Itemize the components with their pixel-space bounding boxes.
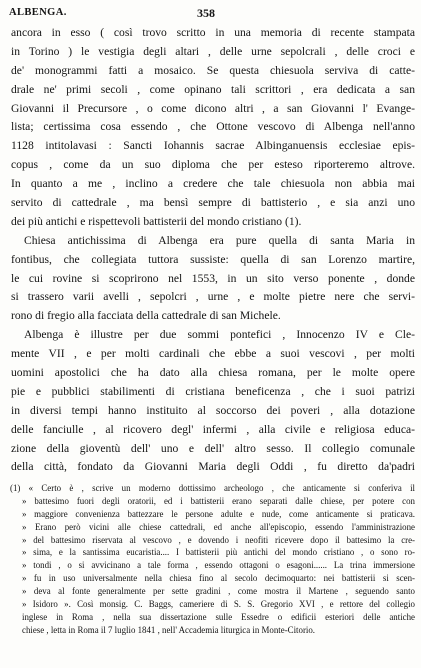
- footnote-line: » maggiore convenienza battezzare le persone adulte e nude, come anticamente si praticava.: [22, 508, 415, 519]
- text-line: rono di fregio alla facciata della cattedrale di san Michele.: [11, 309, 281, 323]
- text-line: ancora in esso ( così trovo scritto in una memoria di recente stampata: [11, 26, 415, 39]
- text-line: in diversi tempi hanno instituito al soccorso dei poveri , alla dotazione: [11, 403, 415, 417]
- text-line: In quanto a me , inclino a credere che tale chiesuola non abbia mai: [11, 177, 415, 191]
- text-line: le cui rovine si scoprirono nel 1553, in un sito verso ponente , donde: [11, 271, 415, 285]
- text-line: servito di cattedrale , ma bensì sempre di battisterio , e sia anzi uno: [11, 196, 415, 210]
- text-line: copus , come da un suo diploma che per esteso riporteremo altrove.: [11, 158, 415, 172]
- text-line: delle fanciulle , al ricovero degl' infermi , alla civile e religiosa educa-: [11, 422, 415, 436]
- text-line: lista; certissima cosa essendo , che Ottone vescovo di Albenga nell'anno: [11, 120, 415, 134]
- text-line: de' monogrammi fatti a mosaico. Se questa chiesuola serviva di catte-: [11, 63, 415, 77]
- text-line: in Torino ) le vestigia degli altari , delle urne sepolcrali , delle croci e: [11, 44, 415, 58]
- text-line: Albenga è illustre per due sommi pontefici , Innocenzo IV e Cle-: [24, 328, 415, 342]
- footnote-line: (1) « Certo è , scrive un moderno dottissimo archeologo , che anticamente si conferiva il: [10, 483, 415, 493]
- footnote-line: » Erano però vicini alle chiese cattedrali, ed anche all'episcopio, essendo l'amministrazione: [22, 521, 415, 532]
- text-line: mente VII , e per molti cardinali che ebbe a suoi vescovi , per molti: [11, 347, 415, 361]
- text-line: si trassero varii avelli , sepolcri , urne , e molte pietre nere che servi-: [11, 290, 415, 304]
- footnote-line: » sima, e la santissima eucaristia.... I battisterii più antichi del mondo cristiano , o sono ro-: [22, 547, 415, 558]
- text-line: drale ne' primi secoli , come opinano tali scrittori , era dedicata a san: [11, 82, 415, 96]
- page-number: 358: [197, 6, 215, 20]
- body-text: [11, 24, 415, 477]
- text-line: Giovanni il Precursore , o come dicono altri , a san Giovanni l' Evange-: [11, 101, 415, 115]
- text-line: Chiesa antichissima di Albenga era pure quella di santa Maria in: [24, 233, 415, 247]
- page-header: [9, 6, 411, 22]
- footnote-line: » deva al fonte generalmente per sette gradini , come mostra il Martene , seguendo santo: [22, 586, 415, 597]
- footnote-line: » del battesimo riservata al vescovo , e dovendo i neofiti ricevere dopo il battesimo la cre-: [22, 534, 415, 545]
- text-line: uomini apostolici che ha dato alla chiesa romana, per le molte opere: [11, 366, 415, 380]
- footnotes: [10, 482, 415, 637]
- text-line: dei più antichi e rispettevoli battisterii del mondo cristiano (1).: [11, 214, 302, 228]
- text-line: 1128 intitolavasi : Sancti Iohannis sacrae Albinganuensis ecclesiae epis-: [11, 139, 415, 153]
- footnote-line: » battesimo fuori degli oratorii, ed i battisterii erano separati dalle chiese, per potere con: [22, 495, 415, 506]
- footnote-line: » tondi , o si avvicinano a tale forma , essendo ottagoni o esagoni...... La trina immersione: [22, 560, 415, 571]
- text-line: fontibus, che collegiata tuttora sussiste: quella di san Lorenzo martire,: [11, 252, 415, 266]
- running-head: ALBENGA.: [9, 7, 67, 18]
- text-line: pie e pubblici stabilimenti di cristiana beneficenza , che i suoi patrizi: [11, 384, 415, 398]
- text-line: zione della gioventù dell' uno e dell' altro sesso. Il collegio comunale: [11, 441, 415, 455]
- footnote-line: inglese in Roma , nella sua dissertazione sulle Essedre o edificii esteriori delle antiche: [22, 611, 415, 622]
- footnote-line: » fu in uso universalmente nella chiesa fino al secolo decimoquarto: nei battisterii si scen-: [22, 573, 415, 584]
- footnote-line: chiese , letta in Roma il 7 luglio 1841 , nell' Accademia liturgica in Monte-Citorio.: [22, 624, 316, 635]
- footnote-line: » Isidoro ». Così monsig. C. Baggs, cameriere di S. S. Gregorio XVI , e rettore del collegio: [22, 599, 415, 610]
- text-line: della città, fondato da Giovanni Maria degli Oddi , fu diretto da'padri: [11, 460, 415, 474]
